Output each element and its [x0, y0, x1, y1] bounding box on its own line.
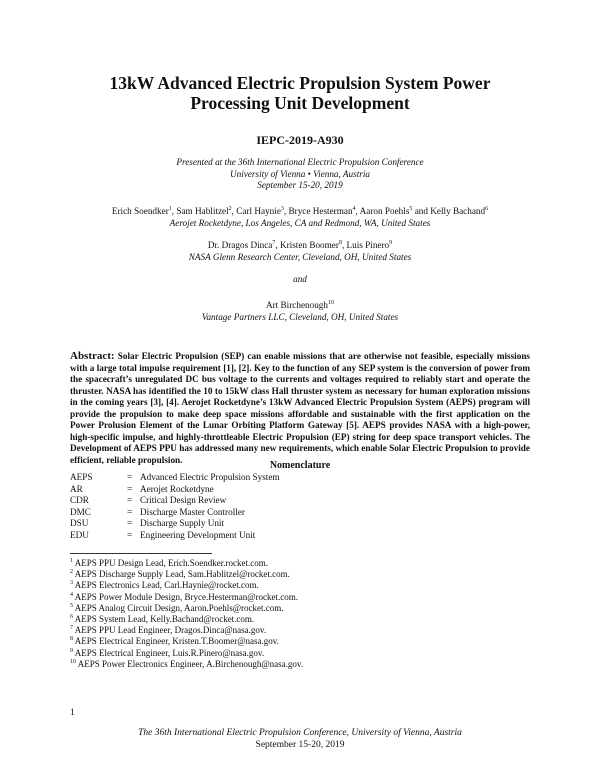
footnote-text: AEPS Power Electronics Engineer, A.Birchenough@nasa.gov.	[77, 658, 304, 669]
footnote	[70, 648, 303, 659]
nomenclature-abbr: AR	[70, 483, 83, 494]
footnote-number: 4	[70, 591, 73, 598]
footnote-number: 1	[70, 558, 73, 564]
and-connector: and	[293, 274, 307, 284]
nomenclature-row	[70, 472, 280, 484]
nomenclature-row	[70, 507, 280, 519]
nomenclature-eq: =	[127, 518, 133, 528]
affiliation-2: NASA Glenn Research Center, Cleveland, OH, United States	[188, 251, 412, 262]
footnote	[70, 558, 303, 569]
nomenclature-row	[70, 484, 280, 496]
abstract-label: Abstract:	[70, 350, 115, 362]
authors-group-1	[0, 206, 600, 229]
nomenclature-eq: =	[127, 495, 133, 505]
author-separator: ,	[171, 206, 177, 216]
author-separator: ,	[283, 206, 289, 216]
venue-line-1: Presented at the 36th International Electric Propulsion Conference	[176, 157, 424, 167]
nomenclature-eq: =	[127, 483, 133, 494]
footnote-text: AEPS System Lead, Kelly.Bachand@rocket.com.	[74, 614, 255, 625]
nomenclature-row	[70, 518, 280, 530]
nomenclature-eq: =	[127, 506, 133, 517]
author-name: Bryce Hesterman	[288, 206, 353, 216]
footnote	[70, 603, 303, 614]
venue-block	[0, 157, 600, 192]
footnote-number: 3	[70, 580, 73, 587]
author-sup: 5	[409, 205, 413, 212]
author-sup: 3	[280, 205, 284, 212]
footnote-text: AEPS PPU Lead Engineer, Dragos.Dinca@nasa.gov.	[74, 625, 267, 636]
nomenclature-row	[70, 495, 280, 507]
nomenclature-title: Nomenclature	[269, 460, 331, 471]
footnote	[70, 614, 303, 625]
venue-line-2: University of Vienna • Vienna, Austria	[230, 168, 370, 179]
nomenclature-def: Engineering Development Unit	[140, 529, 256, 540]
author-separator: ,	[355, 206, 360, 216]
author-sup: 7	[272, 239, 276, 246]
author-list-2	[0, 240, 600, 252]
author-name: Art Birchenough	[265, 300, 328, 310]
paper-title	[0, 73, 600, 113]
author-name: Erich Soendker	[111, 206, 169, 216]
footnote-number: 10	[70, 658, 76, 665]
footnote-text: AEPS Power Module Design, Bryce.Hesterman@rocket.com.	[74, 591, 299, 602]
paper-id: IEPC-2019-A930	[256, 133, 344, 147]
authors-group-2	[0, 240, 600, 263]
author-sup: 10	[328, 299, 334, 306]
footnote	[70, 592, 303, 603]
nomenclature-abbr: DMC	[70, 506, 91, 517]
venue-line-3: September 15-20, 2019	[257, 180, 343, 190]
abstract-text: Solar Electric Propulsion (SEP) can enable missions that are otherwise not feasible, especially missions with a large total impulse requirement [1], [2]. Key to the function of any SEP system is the conversion of power from the spacecraft’s unregulated DC bus voltage to the currents and voltages required to reliably start and operate the thruster. NASA has identified the 10 to 15kW class Hall thruster system as necessary for human exploration missions in the coming years [3], [4]. Aerojet Rocketdyne’s 13kW Advanced Electric Propulsion System (AEPS) program will provide the propulsion to make deep space missions affordable and sustainable with the first application on the Power Prolusion Element of the Lunar Orbiting Platform Gateway [5]. AEPS provides NASA with a high-power, high-specific impulse, and highly-throttleable Electric Propulsion (EP) string for deep space transport vehicles. The Development of AEPS PPU has addressed many new requirements, which enable Solar Electric Propulsion to provide efficient, reliable propulsion.	[70, 351, 531, 465]
author-sup: 8	[338, 239, 342, 246]
footnote	[70, 569, 303, 580]
author-sup: 1	[168, 205, 172, 212]
page-footer	[0, 728, 600, 751]
footnote	[70, 659, 303, 670]
nomenclature-def: Discharge Master Controller	[140, 506, 245, 517]
footnote-text: AEPS Electronics Lead, Carl.Haynie@rocket.com.	[74, 580, 259, 591]
author-separator: and	[412, 206, 431, 216]
author-name: Kristen Boomer	[279, 240, 339, 250]
nomenclature-abbr: EDU	[70, 529, 89, 540]
author-name: Kelly Bachand	[430, 206, 486, 216]
nomenclature-def: Discharge Supply Unit	[140, 518, 225, 528]
footnote-text: AEPS Electrical Engineer, Kristen.T.Boomer@nasa.gov.	[74, 636, 279, 647]
author-sup: 9	[389, 239, 393, 246]
author-name: Dr. Dragos Dinca	[207, 240, 273, 250]
title-line-2: Processing Unit Development	[190, 93, 410, 113]
footnote	[70, 625, 303, 636]
authors-group-3	[0, 300, 600, 323]
footnotes	[70, 558, 303, 670]
affiliation-3: Vantage Partners LLC, Cleveland, OH, United States	[201, 311, 399, 322]
nomenclature-def: Aerojet Rocketdyne	[140, 483, 214, 494]
nomenclature-abbr: CDR	[70, 495, 89, 505]
footnote-text: AEPS PPU Design Lead, Erich.Soendker.rocket.com.	[74, 558, 268, 568]
author-list-1	[0, 206, 600, 218]
author-name: Aaron Poehls	[359, 206, 410, 216]
title-line-1: 13kW Advanced Electric Propulsion System Power	[109, 73, 491, 93]
author-separator: ,	[275, 240, 280, 250]
footnote-number: 6	[70, 614, 73, 621]
footnote	[70, 636, 303, 647]
footer-line-2: September 15-20, 2019	[255, 739, 345, 750]
author-separator: ,	[341, 240, 347, 250]
footnote-text: AEPS Electrical Engineer, Luis.R.Pinero@nasa.gov.	[74, 647, 265, 658]
footnote-number: 9	[70, 647, 73, 654]
affiliation-1: Aerojet Rocketdyne, Los Angeles, CA and Redmond, WA, United States	[169, 217, 431, 228]
nomenclature-row	[70, 530, 280, 542]
nomenclature-eq: =	[127, 472, 133, 482]
footnote-number: 8	[70, 636, 73, 643]
footnote	[70, 580, 303, 591]
author-separator: ,	[231, 206, 237, 216]
footnote-number: 5	[70, 602, 73, 609]
footnote-number: 7	[70, 625, 73, 632]
footnote-text: AEPS Analog Circuit Design, Aaron.Poehls@rocket.com.	[74, 602, 284, 613]
nomenclature-def: Advanced Electric Propulsion System	[140, 472, 280, 482]
nomenclature-abbr: DSU	[70, 518, 89, 528]
author-name: Luis Pinero	[346, 240, 390, 250]
author-sup: 2	[228, 205, 232, 212]
footnote-text: AEPS Discharge Supply Lead, Sam.Hablitzel@rocket.com.	[74, 569, 290, 580]
nomenclature-eq: =	[127, 529, 133, 540]
author-name: Carl Haynie	[236, 206, 281, 216]
author-name: Sam Hablitzel	[176, 206, 229, 216]
author-sup: 4	[352, 205, 356, 212]
footnote-number: 2	[70, 569, 73, 576]
abstract	[70, 351, 530, 466]
nomenclature-list	[70, 472, 280, 541]
nomenclature-def: Critical Design Review	[140, 495, 227, 505]
page-number: 1	[70, 708, 75, 718]
footnote-divider	[70, 553, 212, 554]
footer-line-1: The 36th International Electric Propulsion Conference, University of Vienna, Austria	[138, 728, 462, 738]
nomenclature-abbr: AEPS	[70, 472, 93, 482]
author-list-3	[0, 300, 600, 312]
author-sup: 6	[485, 205, 489, 212]
